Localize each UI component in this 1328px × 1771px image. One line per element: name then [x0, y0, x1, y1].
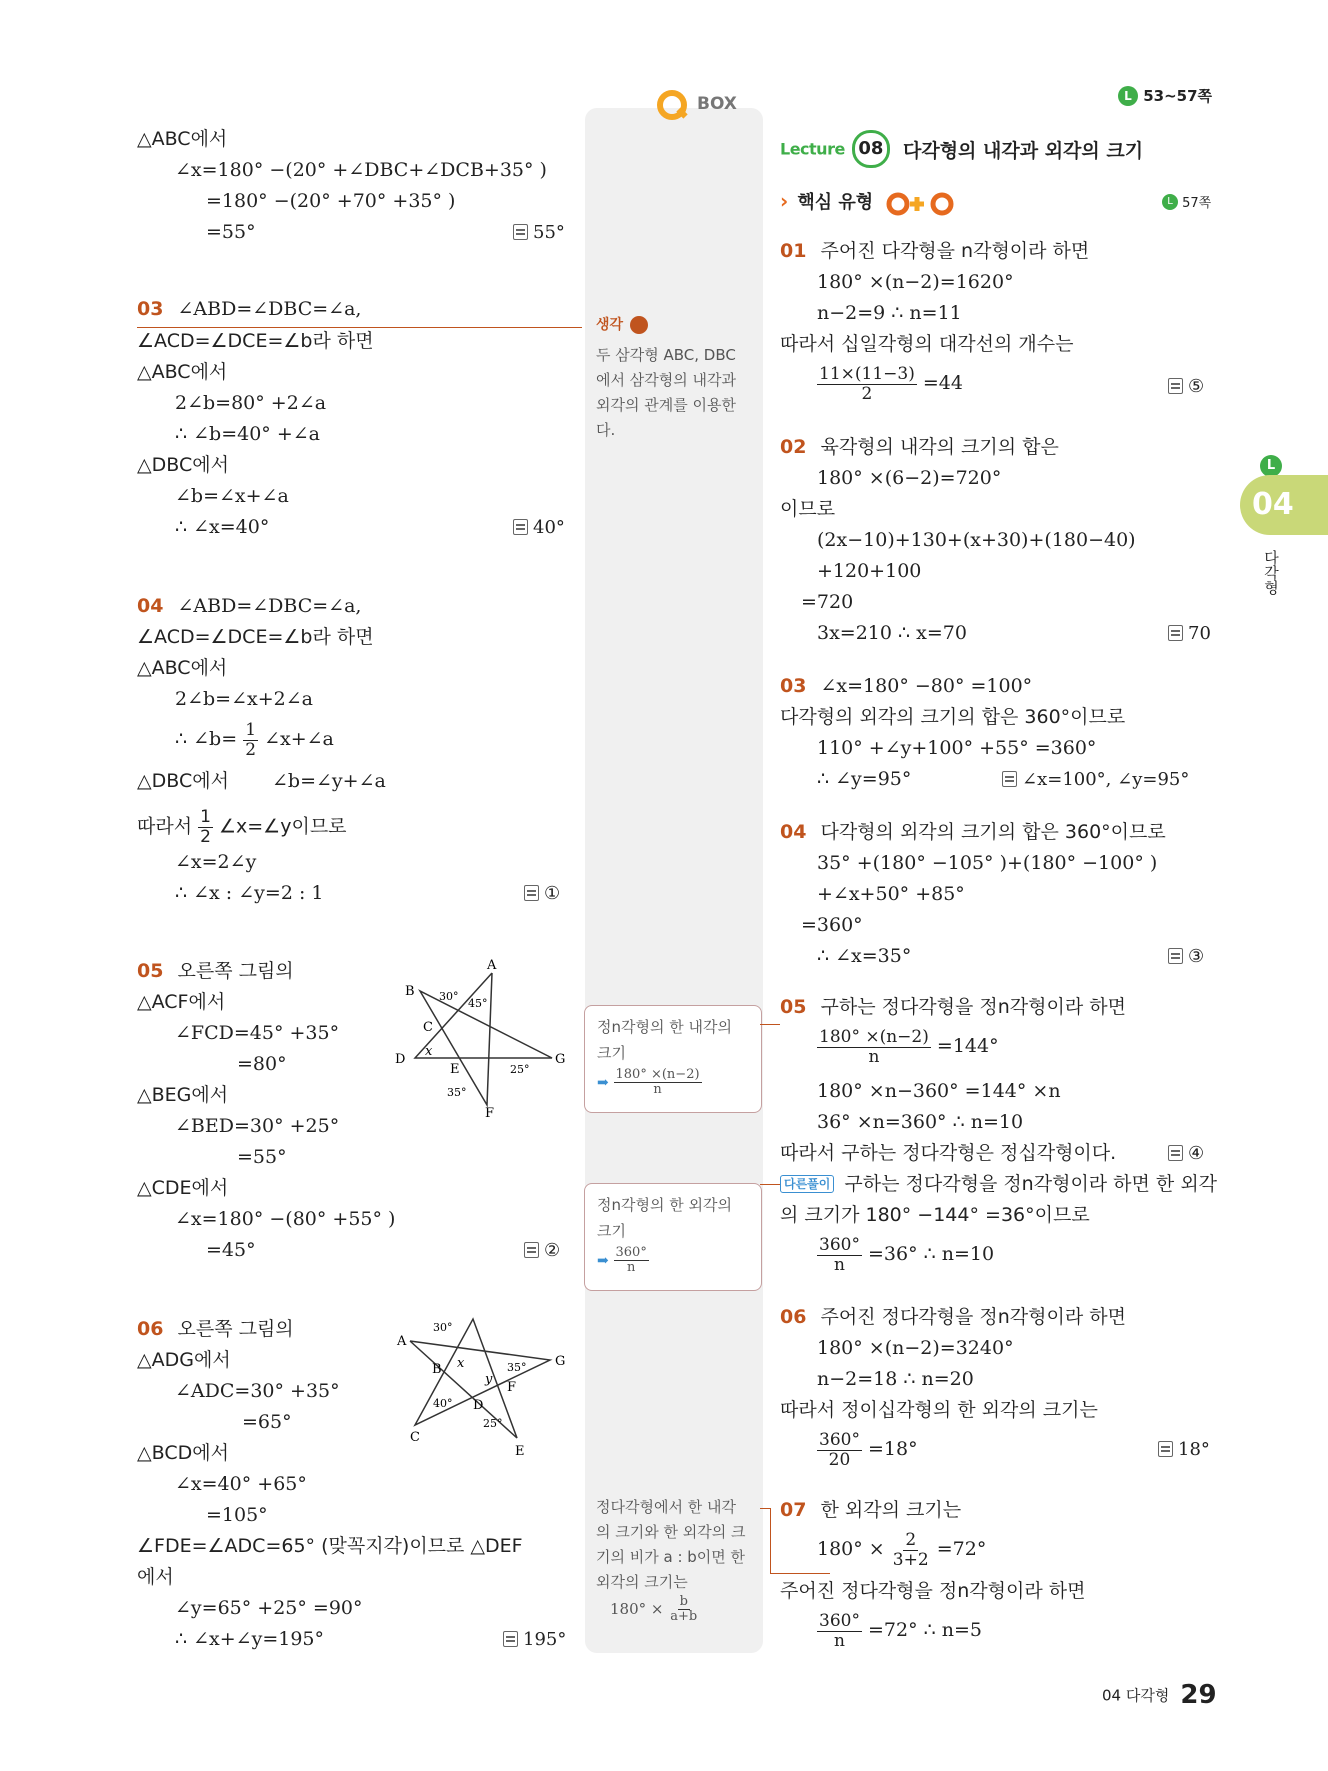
angle-label: y: [485, 1372, 493, 1387]
lecture-badge-icon: L: [1118, 86, 1138, 106]
p06-line: ∠FDE=∠ADC=65° (맞꼭지각)이므로 △DEF: [137, 1535, 523, 1557]
problem-number: 06: [780, 1306, 807, 1328]
problem-number: 06: [137, 1318, 164, 1340]
p03-line: ∠b=∠x+∠a: [175, 485, 289, 507]
answer-box-icon: [1168, 1145, 1183, 1161]
fraction: $\frac{180^\circ \times(n-2)}{n}$: [615, 1067, 700, 1098]
p06-line: ∠x=40° +65°: [175, 1473, 307, 1495]
vertex-label: D: [395, 1052, 406, 1067]
answer-box-icon: [513, 519, 528, 535]
question-07: 07 한 외각의 크기는: [780, 1499, 962, 1521]
exterior-angle-box: 정n각형의 한 외각의 크기 ➡ $\frac{360^\circ}{n}$: [584, 1183, 762, 1291]
p05-line: ∠x=180° −(80° +55° ): [175, 1208, 396, 1230]
answer-mark: 40°: [513, 519, 565, 537]
vertex-label: E: [515, 1444, 525, 1459]
problem-number: 03: [780, 675, 807, 697]
problem-number: 04: [780, 821, 807, 843]
angle-label: 30°: [439, 990, 459, 1003]
answer-mark: 195°: [503, 1631, 566, 1649]
problem-05: 05 오른쪽 그림의: [137, 960, 294, 982]
problem-number: 07: [780, 1499, 807, 1521]
ratio-note: 정다각형에서 한 내각 의 크기와 한 외각의 크 기의 비가 a : b이면 한 외각의 크기는 180° × $\frac{b}{a+b}$: [596, 1498, 746, 1625]
lecture-badge-icon: L: [1162, 194, 1178, 210]
p02-line: =180° −(20° +70° +35° ): [206, 190, 456, 212]
p03-line: △DBC에서: [137, 454, 229, 476]
answer-mark: 18°: [1158, 1441, 1210, 1459]
p04-line: 2∠b=∠x+2∠a: [175, 688, 313, 710]
answer-mark: ①: [524, 885, 560, 903]
answer-box-icon: [524, 1242, 539, 1258]
connector-line: [137, 327, 582, 328]
question-03: 03 ∠x=180° −80° =100°: [780, 675, 1033, 697]
p06-line: △ADG에서: [137, 1349, 231, 1371]
chapter-tab: 04: [1240, 475, 1328, 535]
question-01: 01 주어진 다각형을 n각형이라 하면: [780, 240, 1090, 262]
q03-line: ∴ ∠y=95°: [817, 768, 912, 790]
p06-line: ∠y=65° +25° =90°: [175, 1597, 363, 1619]
q07-fraction-line: $\frac{360^\circ}{n}$ =72° ∴ n=5: [819, 1611, 983, 1651]
p05-line: =55°: [237, 1146, 287, 1168]
problem-number: 04: [137, 595, 164, 617]
q06-line: 따라서 정이십각형의 한 외각의 크기는: [780, 1399, 1098, 1421]
q01-line: 180° ×(n−2)=1620°: [817, 271, 1014, 293]
problem-number: 05: [780, 996, 807, 1018]
p04-line: ∴ ∠x : ∠y=2 : 1: [175, 882, 324, 904]
fraction: $\frac{180^\circ \times(n-2)}{n}$: [819, 1027, 929, 1067]
problem-number: 05: [137, 960, 164, 982]
question-04: 04 다각형의 외각의 크기의 합은 360°이므로: [780, 821, 1166, 843]
problem-number: 02: [780, 436, 807, 458]
p02-line: =55°: [206, 221, 256, 243]
angle-label: 30°: [433, 1321, 453, 1334]
interior-angle-box: 정n각형의 한 내각의 크기 ➡ $\frac{180^\circ \times(n-2)}{n}$: [584, 1005, 762, 1113]
page-range: L 53~57쪽: [1118, 85, 1212, 106]
problem-03: 03 ∠ABD=∠DBC=∠a,: [137, 298, 362, 320]
fraction: $\frac{360^\circ}{n}$: [819, 1235, 860, 1275]
answer-box-icon: [513, 224, 528, 240]
fraction: $\frac{360^\circ}{n}$: [819, 1611, 860, 1651]
p04-line: △ABC에서: [137, 657, 228, 679]
connector-line: [760, 1184, 780, 1185]
problem-04: 04 ∠ABD=∠DBC=∠a,: [137, 595, 362, 617]
answer-mark: 70: [1168, 625, 1211, 643]
answer-box-icon: [1168, 625, 1183, 641]
problem-number: 03: [137, 298, 164, 320]
vertex-label: F: [485, 1106, 495, 1121]
fraction: $\frac{b}{a+b}$: [670, 1594, 698, 1625]
answer-box-icon: [1002, 771, 1017, 787]
p02-line: ∠x=180° −(20° +∠DBC+∠DCB+35° ): [175, 159, 547, 181]
chapter-tab-icon: L: [1260, 455, 1282, 477]
page-footer: [1102, 1680, 1217, 1710]
p06-line: =65°: [242, 1411, 292, 1433]
p06-line: =105°: [206, 1504, 268, 1526]
alt-solution-badge: 다른풀이: [780, 1175, 834, 1193]
box-logo: [655, 88, 737, 128]
p03-line: ∠ACD=∠DCE=∠b라 하면: [137, 330, 374, 352]
alt-solution: 다른풀이 구하는 정다각형을 정n각형이라 하면 한 외각: [780, 1175, 1217, 1194]
lecture-label: Lecture: [780, 139, 845, 159]
think-note: 두 삼각형 ABC, DBC 에서 삼각형의 내각과 외각의 관계를 이용한 다.: [596, 346, 736, 439]
p05-line: ∠FCD=45° +35°: [175, 1022, 340, 1044]
q04-line: =360°: [801, 914, 863, 936]
q-icon: [655, 88, 691, 124]
lecture-header: [780, 130, 1143, 166]
angle-label: x: [425, 1044, 433, 1059]
p03-line: 2∠b=80° +2∠a: [175, 392, 327, 414]
q05-line: 180° ×n−360° =144° ×n: [817, 1080, 1061, 1102]
q02-line: 3x=210 ∴ x=70: [817, 622, 967, 644]
fraction: $\frac{2}{3+2}$: [892, 1530, 929, 1570]
q02-line: 180° ×(6−2)=720°: [817, 467, 1002, 489]
answer-mark: ③: [1168, 948, 1204, 966]
p04-line: ∠ACD=∠DCE=∠b라 하면: [137, 626, 374, 648]
angle-label: 35°: [507, 1361, 527, 1374]
question-06: 06 주어진 정다각형을 정n각형이라 하면: [780, 1306, 1126, 1328]
vertex-label: B: [432, 1362, 442, 1377]
box-column-background: [585, 108, 763, 1653]
q04-line: ∴ ∠x=35°: [817, 945, 912, 967]
chapter-tab-name: 다각형: [1262, 550, 1280, 595]
angle-label: 40°: [433, 1397, 453, 1410]
vertex-label: C: [410, 1430, 420, 1445]
star-figure-06: [395, 1315, 575, 1459]
connector-line: [770, 1508, 771, 1573]
q02-line: +120+100: [817, 560, 922, 582]
lecture-title: 다각형의 내각과 외각의 크기: [903, 139, 1144, 162]
p05-line: △CDE에서: [137, 1177, 229, 1199]
angle-label: 25°: [510, 1063, 530, 1076]
connector-line: [760, 1024, 780, 1025]
vertex-label: B: [405, 984, 415, 999]
angle-label: x: [457, 1356, 465, 1371]
vertex-label: G: [555, 1354, 566, 1369]
angle-label: 45°: [468, 997, 488, 1010]
answer-mark: 55°: [513, 224, 565, 242]
question-02: 02 육각형의 내각의 크기의 합은: [780, 436, 1059, 458]
q06-line: 180° ×(n−2)=3240°: [817, 1337, 1014, 1359]
p05-line: ∠BED=30° +25°: [175, 1115, 340, 1137]
vertex-label: A: [487, 958, 497, 973]
answer-mark: ∠x=100°, ∠y=95°: [1002, 771, 1189, 789]
answer-box-icon: [503, 1631, 518, 1647]
vertex-label: D: [473, 1398, 484, 1413]
p04-line: ∠b=∠y+∠a: [272, 770, 386, 792]
p05-line: △BEG에서: [137, 1084, 229, 1106]
box-label: BOX: [697, 94, 737, 114]
connector-line: [760, 1508, 770, 1509]
p03-line: ∴ ∠b=40° +∠a: [175, 423, 321, 445]
fraction: $\frac{11\times(11-3)}{2}$: [819, 364, 915, 404]
arrow-right-icon: ➡: [597, 1252, 609, 1269]
q02-line: 이므로: [780, 498, 836, 520]
p04-line: 따라서 $\frac{1}{2}$ ∠x=∠y이므로: [137, 807, 347, 847]
think-badge: 생각: [596, 314, 648, 334]
p06-line: △BCD에서: [137, 1442, 229, 1464]
footer-chapter: 04 다각형: [1102, 1686, 1170, 1705]
q05-line: 36° ×n=360° ∴ n=10: [817, 1111, 1024, 1133]
p04-line: ∠x=2∠y: [175, 851, 257, 873]
q06-line: n−2=18 ∴ n=20: [817, 1368, 974, 1390]
p06-line: 에서: [137, 1566, 174, 1588]
q01-line: 따라서 십일각형의 대각선의 개수는: [780, 333, 1074, 355]
angle-label: 35°: [447, 1086, 467, 1099]
q02-line: =720: [801, 591, 854, 613]
p06-line: ∠ADC=30° +35°: [175, 1380, 340, 1402]
star-figure-05: [395, 955, 575, 1125]
lightbulb-icon: [630, 316, 648, 334]
q04-line: +∠x+50° +85°: [817, 883, 965, 905]
answer-mark: ④: [1168, 1145, 1204, 1163]
core-page: L 57쪽: [1162, 192, 1211, 211]
problem-number: 01: [780, 240, 807, 262]
page-number: 29: [1180, 1680, 1217, 1710]
answer-box-icon: [1168, 948, 1183, 964]
core-type-header: › 핵심 유형: [780, 188, 962, 219]
p06-line: ∴ ∠x+∠y=195°: [175, 1628, 325, 1650]
q03-line: 110° +∠y+100° +55° =360°: [817, 737, 1097, 759]
arrow-right-icon: ➡: [597, 1074, 609, 1091]
q07-line: 주어진 정다각형을 정n각형이라 하면: [780, 1580, 1086, 1602]
vertex-label: F: [507, 1380, 517, 1395]
answer-box-icon: [1168, 378, 1183, 394]
problem-06: 06 오른쪽 그림의: [137, 1318, 294, 1340]
p03-line: △ABC에서: [137, 361, 228, 383]
vertex-label: E: [450, 1062, 460, 1077]
q04-line: 35° +(180° −105° )+(180° −100° ): [817, 852, 1158, 874]
q02-line: (2x−10)+130+(x+30)+(180−40): [817, 529, 1136, 551]
fraction: $\frac{360^\circ}{20}$: [819, 1430, 860, 1470]
vertex-label: G: [555, 1052, 566, 1067]
q05-line: 따라서 구하는 정다각형은 정십각형이다.: [780, 1142, 1117, 1164]
p05-line: =45°: [206, 1239, 256, 1261]
p04-line: ∴ ∠b= $\frac{1}{2}$ ∠x+∠a: [175, 720, 334, 760]
fraction: $\frac{1}{2}$: [245, 720, 257, 760]
answer-mark: ②: [524, 1242, 560, 1260]
angle-label: 25°: [483, 1417, 503, 1430]
p04-line: △DBC에서: [137, 770, 229, 792]
q05-line: 의 크기가 180° −144° =36°이므로: [780, 1204, 1090, 1226]
chevron-right-icon: ›: [780, 189, 789, 213]
q05-alt-fraction-line: $\frac{360^\circ}{n}$ =36° ∴ n=10: [819, 1235, 995, 1275]
vertex-label: C: [423, 1020, 433, 1035]
p02-line: △ABC에서: [137, 128, 228, 150]
q07-fraction-line: 180° × $\frac{2}{3+2}$ =72°: [817, 1530, 987, 1570]
q01-line: n−2=9 ∴ n=11: [817, 302, 962, 324]
q06-fraction-line: $\frac{360^\circ}{20}$ =18°: [819, 1430, 918, 1470]
fraction: $\frac{360^\circ}{n}$: [615, 1245, 647, 1276]
q03-line: 다각형의 외각의 크기의 합은 360°이므로: [780, 706, 1126, 728]
p05-line: △ACF에서: [137, 991, 226, 1013]
answer-box-icon: [524, 885, 539, 901]
question-05: 05 구하는 정다각형을 정n각형이라 하면: [780, 996, 1126, 1018]
vertex-label: A: [397, 1334, 407, 1349]
p05-line: =80°: [237, 1053, 287, 1075]
q-plus-q-icon: [884, 189, 962, 219]
q01-fraction-line: $\frac{11\times(11-3)}{2}$ =44: [819, 364, 963, 404]
p03-line: ∴ ∠x=40°: [175, 516, 270, 538]
answer-mark: ⑤: [1168, 378, 1204, 396]
fraction: $\frac{1}{2}$: [200, 807, 211, 847]
answer-box-icon: [1158, 1441, 1173, 1457]
q05-fraction-line: $\frac{180^\circ \times(n-2)}{n}$ =144°: [819, 1027, 999, 1067]
connector-line: [770, 1573, 830, 1574]
lecture-number: 08: [852, 130, 890, 168]
